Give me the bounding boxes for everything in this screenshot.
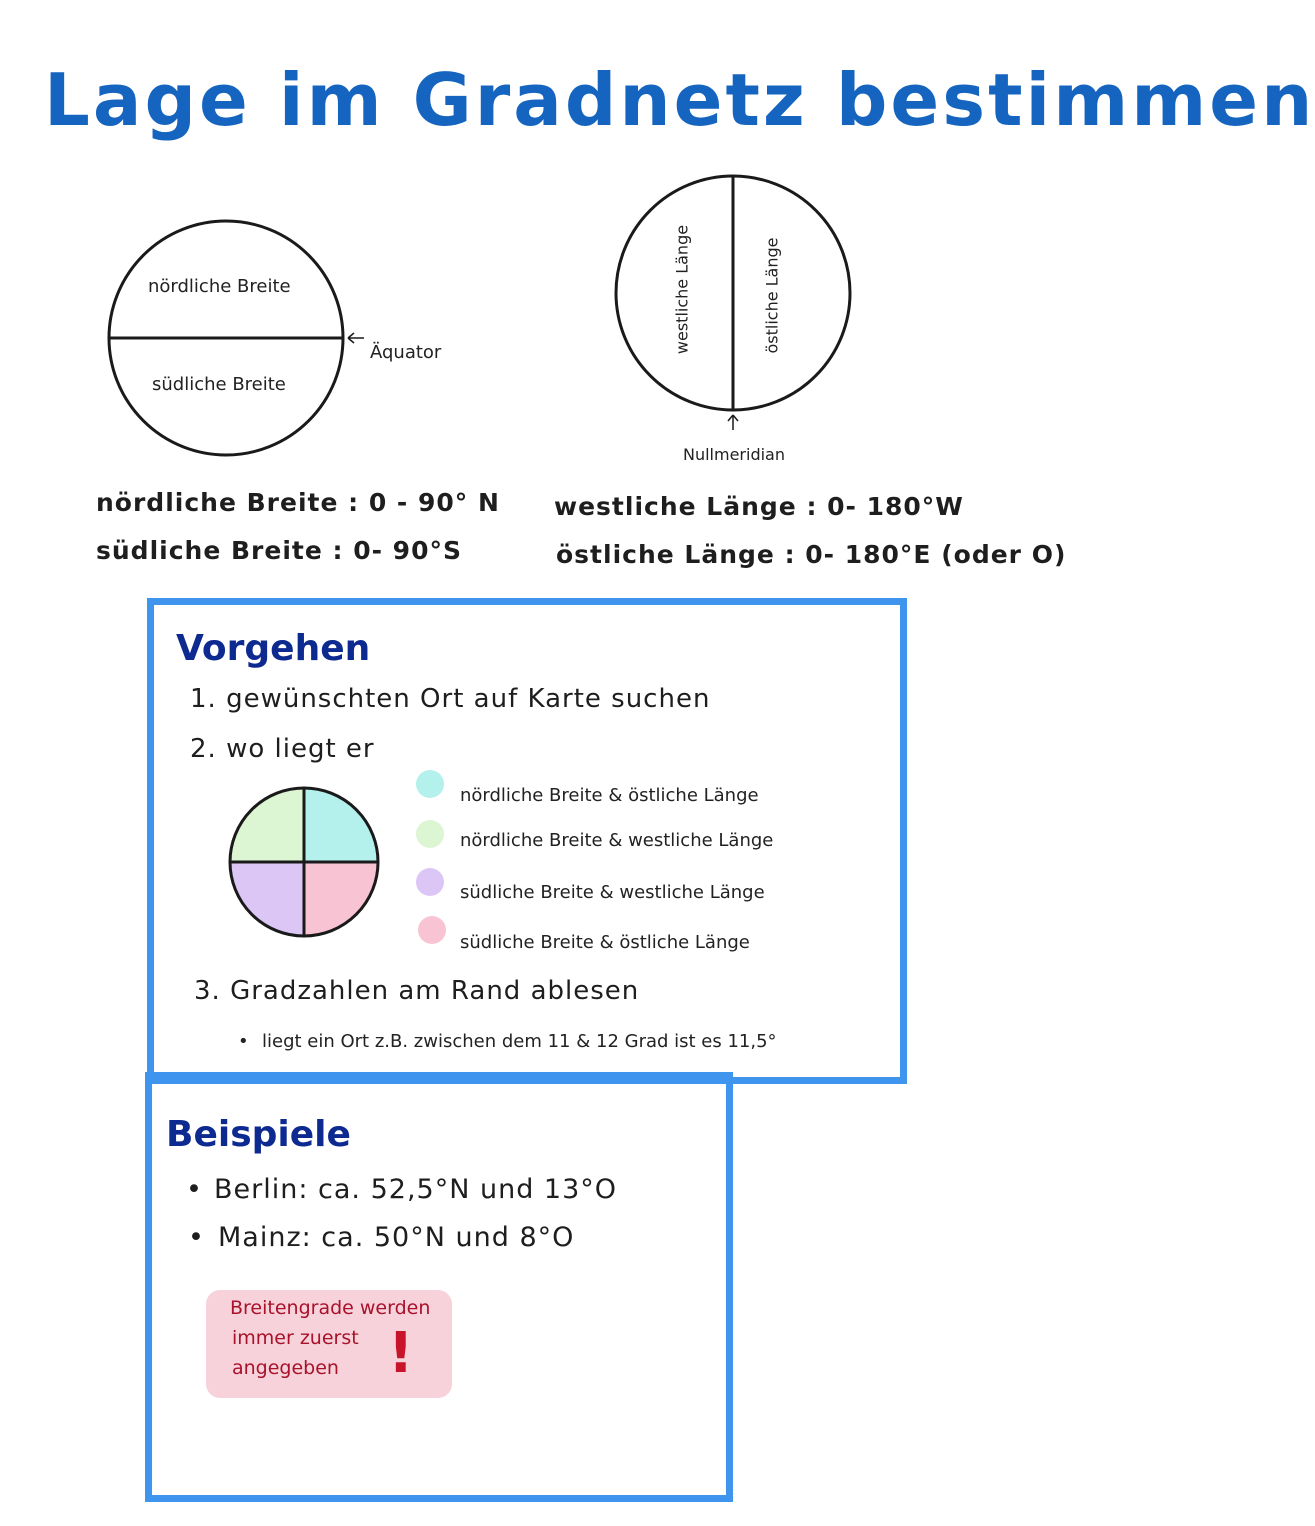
longitude-diagram: [610, 170, 860, 430]
north-latitude-label: nördliche Breite: [148, 276, 291, 297]
procedure-note: liegt ein Ort z.B. zwischen dem 11 & 12 Grad ist es 11,5°: [262, 1031, 777, 1052]
warning-line-2: immer zuerst: [232, 1327, 359, 1349]
quadrant-diagram: [226, 784, 382, 940]
legend-dot-se: [418, 916, 446, 944]
note-bullet-icon: •: [238, 1031, 249, 1052]
south-latitude-range: südliche Breite : 0- 90°S: [96, 536, 462, 565]
example-bullet-icon: •: [188, 1222, 205, 1253]
west-longitude-range: westliche Länge : 0- 180°W: [554, 492, 964, 521]
legend-text-sw: südliche Breite & westliche Länge: [460, 882, 765, 903]
warning-line-3: angegeben: [232, 1357, 339, 1379]
legend-dot-nw: [416, 820, 444, 848]
equator-label: Äquator: [370, 342, 442, 363]
exclamation-icon: !: [388, 1321, 414, 1386]
procedure-heading: Vorgehen: [176, 628, 371, 669]
equator-arrow-icon: [348, 333, 364, 343]
procedure-step-3: 3. Gradzahlen am Rand ablesen: [194, 976, 640, 1006]
legend-dot-sw: [416, 868, 444, 896]
warning-line-1: Breitengrade werden: [230, 1297, 431, 1319]
procedure-step-2: 2. wo liegt er: [190, 734, 375, 764]
prime-meridian-label: Nullmeridian: [683, 445, 785, 464]
example-mainz: Mainz: ca. 50°N und 8°O: [218, 1222, 575, 1253]
legend-text-nw: nördliche Breite & westliche Länge: [460, 830, 774, 851]
legend-dot-ne: [416, 770, 444, 798]
latitude-diagram: [100, 215, 460, 465]
east-longitude-range: östliche Länge : 0- 180°E (oder O): [556, 540, 1067, 569]
east-longitude-label: östliche Länge: [762, 237, 782, 354]
legend-text-se: südliche Breite & östliche Länge: [460, 932, 750, 953]
page-title: Lage im Gradnetz bestimmen: [44, 58, 1315, 142]
north-latitude-range: nördliche Breite : 0 - 90° N: [96, 488, 500, 517]
procedure-step-1: 1. gewünschten Ort auf Karte suchen: [190, 684, 711, 714]
examples-heading: Beispiele: [166, 1114, 351, 1155]
example-berlin: Berlin: ca. 52,5°N und 13°O: [214, 1174, 618, 1205]
legend-text-ne: nördliche Breite & östliche Länge: [460, 785, 759, 806]
south-latitude-label: südliche Breite: [152, 374, 286, 395]
west-longitude-label: westliche Länge: [672, 224, 692, 355]
meridian-arrow-icon: [728, 415, 738, 430]
example-bullet-icon: •: [186, 1174, 203, 1205]
